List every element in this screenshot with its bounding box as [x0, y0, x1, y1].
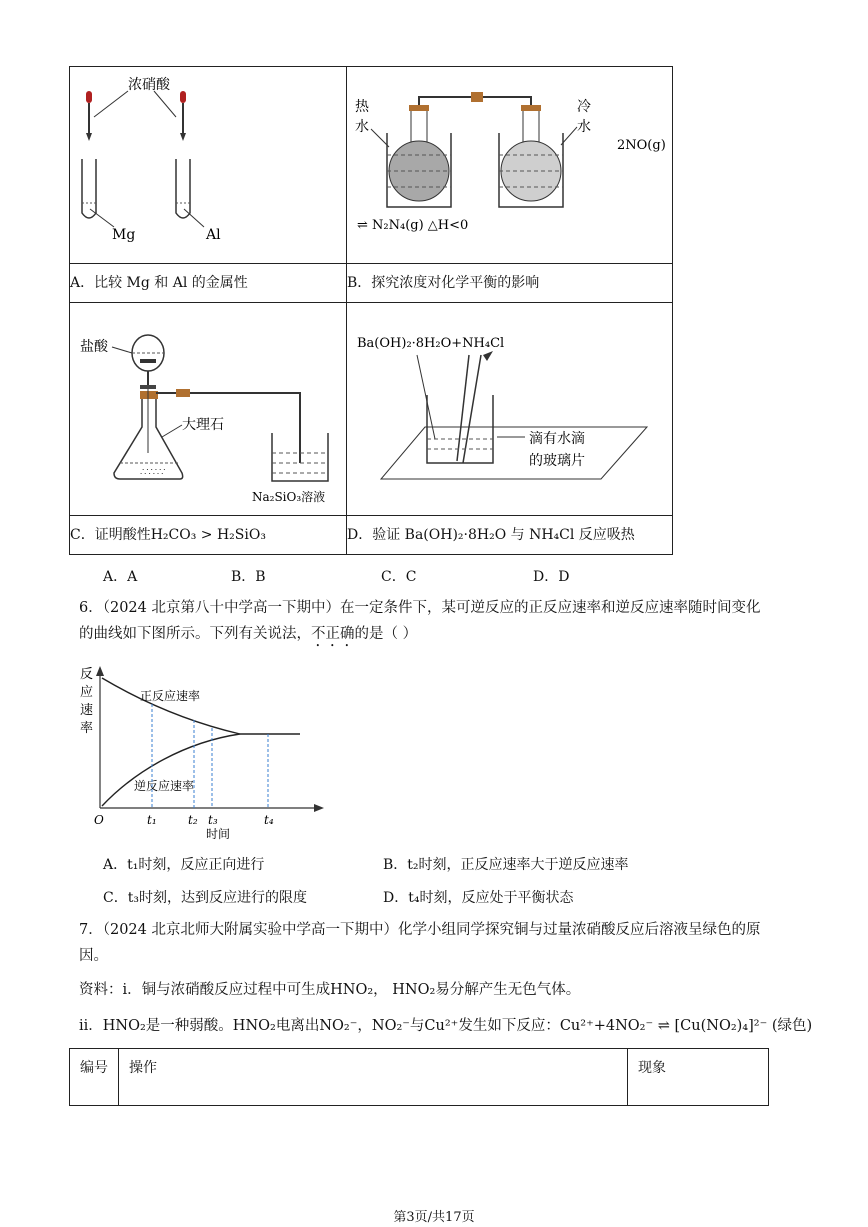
- reverse-rate-label: 逆反应速率: [134, 779, 195, 793]
- label-water-left: 水: [355, 119, 369, 135]
- equation-left: 2NO(g): [617, 138, 666, 153]
- q6-stem-line2: [79, 622, 417, 650]
- label-cold: 冷: [577, 99, 591, 115]
- reverse-rate-curve: [102, 734, 240, 806]
- experiment-table: [69, 66, 673, 555]
- q7-stem-line2: 因。: [79, 948, 108, 964]
- q6-stem-line1: 6．（2024 北京第八十中学高一下期中）在一定条件下，某可逆反应的正反应速率和逆反应速率随时间变化: [79, 600, 761, 616]
- y-label-char3: 速: [80, 703, 94, 718]
- label-marble: 大理石: [182, 417, 224, 433]
- caption-b: B．探究浓度对化学平衡的影响: [347, 264, 673, 303]
- origin-label: O: [94, 813, 104, 827]
- q6-option-b[interactable]: B．t₂时刻，正反应速率大于逆反应速率: [383, 857, 629, 873]
- label-reagents: Ba(OH)₂·8H₂O+NH₄Cl: [357, 336, 505, 351]
- forward-rate-label: 正反应速率: [140, 689, 201, 703]
- t2-label: t₂: [188, 813, 198, 827]
- header-number: 编号: [70, 1049, 119, 1106]
- label-hot: 热: [355, 99, 369, 115]
- record-table: [69, 1048, 769, 1106]
- q6-option-a[interactable]: A．t₁时刻，反应正向进行: [103, 857, 265, 873]
- forward-rate-curve: [102, 678, 300, 734]
- y-label-char2: 应: [80, 685, 94, 700]
- label-conc-nitric-acid: 浓硝酸: [128, 77, 170, 93]
- y-label-char1: 反: [80, 667, 94, 682]
- t3-label: t₃: [208, 813, 218, 827]
- t1-label: t₁: [147, 813, 157, 827]
- label-mg: Mg: [112, 227, 136, 243]
- cell-b-figure: [347, 67, 673, 264]
- no2-equilibrium-figure: [347, 67, 672, 259]
- cell-c-figure: [70, 303, 347, 516]
- page-footer: 第3页/共17页: [393, 1210, 475, 1225]
- q6-option-c[interactable]: C．t₃时刻，达到反应进行的限度: [103, 890, 307, 906]
- header-phenomenon: 现象: [628, 1049, 769, 1106]
- label-glass-2: 的玻璃片: [529, 453, 585, 469]
- label-water-right: 水: [577, 119, 591, 135]
- caption-c: C．证明酸性H₂CO₃ > H₂SiO₃: [70, 516, 347, 555]
- header-operation: 操作: [119, 1049, 628, 1106]
- q7-stem-line1: 7．（2024 北京北师大附属实验中学高一下期中）化学小组同学探究铜与过量浓硝酸反应后溶液呈绿色的原: [79, 922, 761, 938]
- label-sodium-silicate: Na₂SiO₃溶液: [252, 490, 326, 504]
- q6-stem-part-c: 的是（ ）: [354, 626, 418, 642]
- caption-a: A．比较 Mg 和 Al 的金属性: [70, 264, 347, 303]
- q6-stem-emphasis: 不正确: [311, 626, 355, 642]
- q6-option-d[interactable]: D．t₄时刻，反应处于平衡状态: [383, 890, 574, 906]
- q5-option-d[interactable]: D．D: [533, 569, 570, 585]
- cell-a-figure: [70, 67, 347, 264]
- q6-stem-part-a: 的曲线如下图所示。下列有关说法，: [79, 626, 311, 642]
- q5-option-a[interactable]: A．A: [103, 569, 138, 585]
- acid-strength-figure: [70, 303, 346, 511]
- rate-time-graph: [76, 660, 336, 842]
- t4-label: t₄: [264, 813, 274, 827]
- svg-text:∴∵∴∵: ∴∵∴∵: [140, 467, 166, 478]
- equation-right: ⇌ N₂N₄(g) △H<0: [357, 218, 469, 233]
- q7-info-2: ii．HNO₂是一种弱酸。HNO₂电离出NO₂⁻，NO₂⁻与Cu²⁺发生如下反应：Cu²⁺+4NO₂⁻ ⇌ [Cu(NO₂)₄]²⁻ (绿色): [79, 1018, 813, 1034]
- label-glass-1: 滴有水滴: [529, 431, 585, 447]
- cell-d-figure: [347, 303, 673, 516]
- endothermic-figure: [347, 303, 672, 511]
- q5-option-b[interactable]: B．B: [231, 569, 266, 585]
- q7-info-1: 资料：i．铜与浓硝酸反应过程中可生成HNO₂， HNO₂易分解产生无色气体。: [79, 982, 581, 998]
- test-tube-figure: [70, 67, 346, 259]
- q5-option-c[interactable]: C．C: [381, 569, 417, 585]
- x-axis-label: 时间: [206, 827, 231, 841]
- y-label-char4: 率: [80, 721, 94, 736]
- caption-d: D．验证 Ba(OH)₂·8H₂O 与 NH₄Cl 反应吸热: [347, 516, 673, 555]
- label-al: Al: [206, 227, 221, 243]
- label-hydrochloric-acid: 盐酸: [80, 339, 108, 355]
